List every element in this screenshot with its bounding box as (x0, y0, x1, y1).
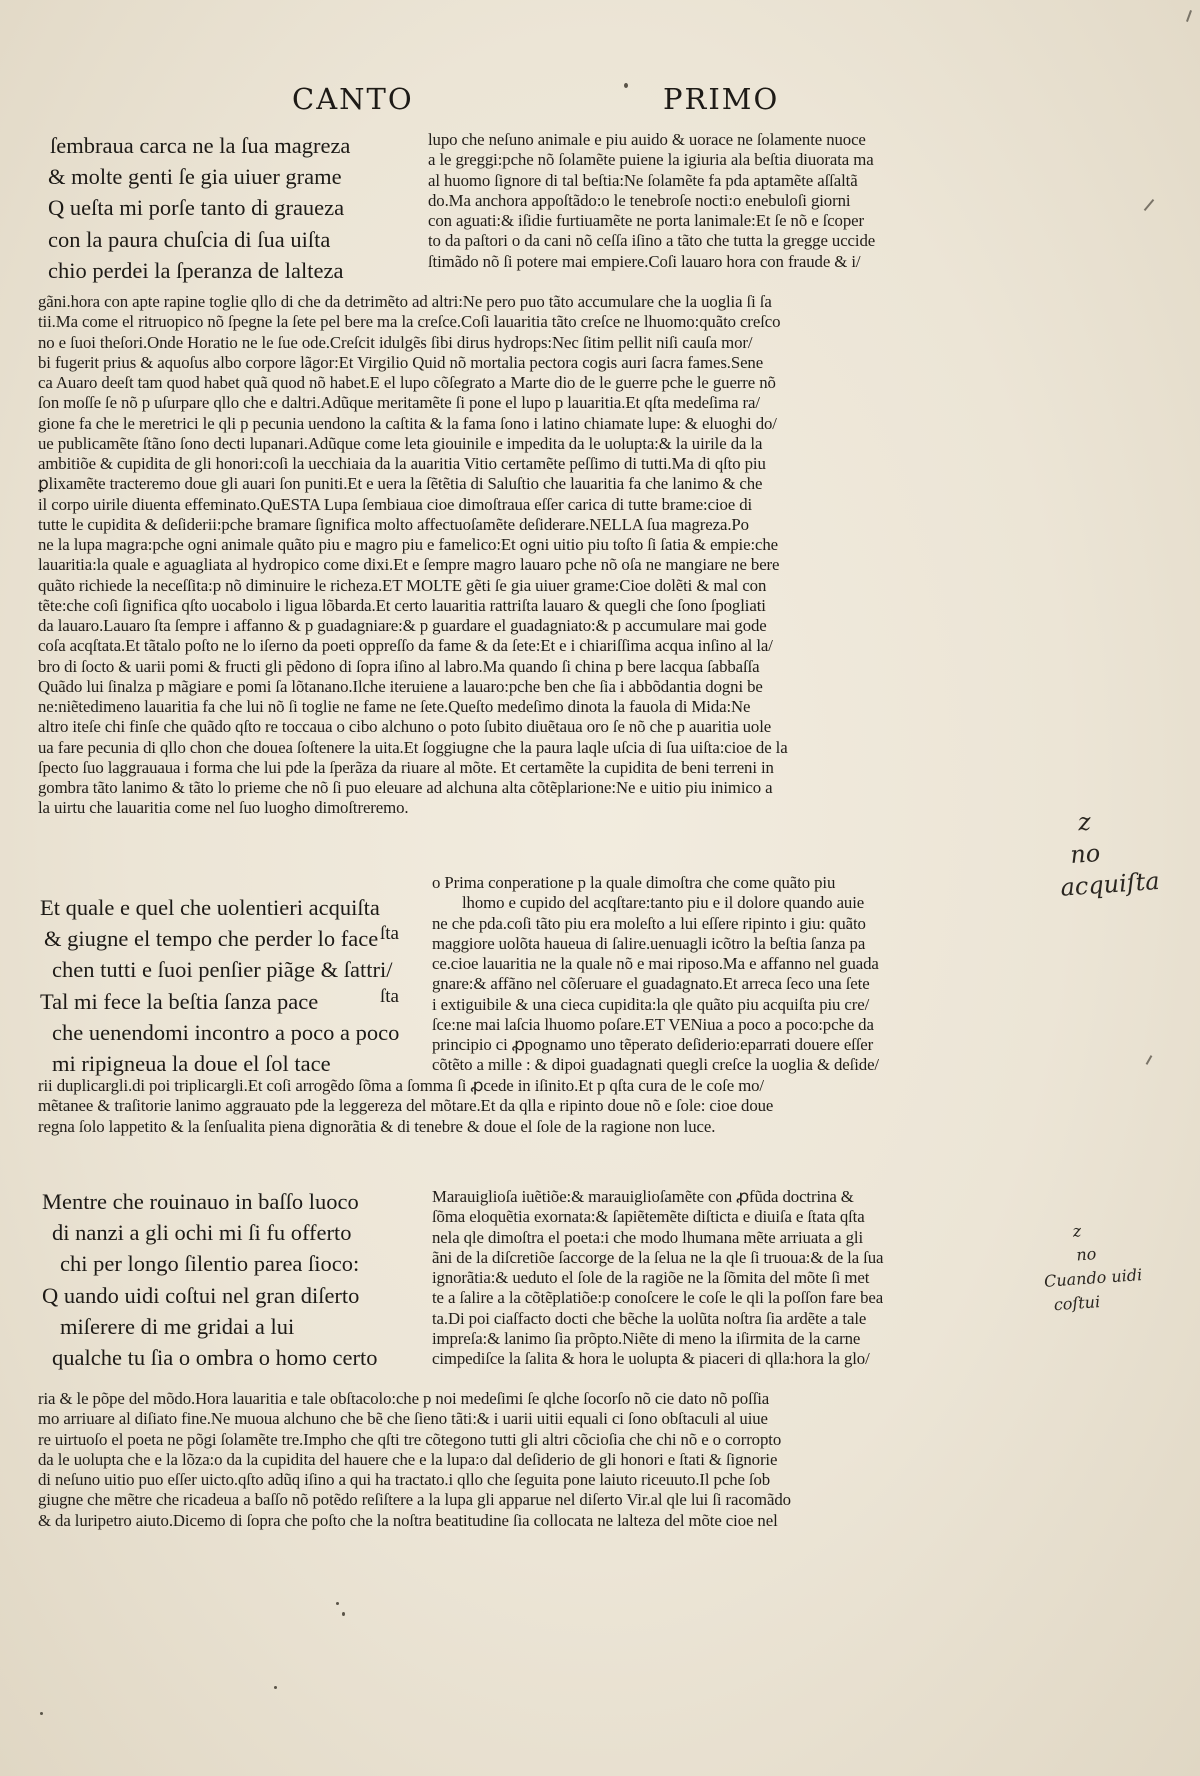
verse-line: ſembraua carca ne la ſua magreza (50, 133, 351, 158)
verse-margin-letter: ſta (380, 923, 399, 944)
commentary-line: gnare:& affãno nel cõſeruare el guadagnato.Et arreca ſeco una ſete (432, 974, 870, 994)
commentary-line: la uirtu che lauaritia come nel ſuo luogho dimoſtreremo. (38, 798, 409, 818)
note-line: no (1069, 838, 1102, 870)
ink-speck (342, 1612, 345, 1616)
paper-mark (1146, 1055, 1153, 1065)
paper-mark (1186, 10, 1192, 22)
commentary-line: rii duplicargli.di poi triplicargli.Et coſi arrogẽdo ſõma a ſomma ſi ꝓcede in iſinito.Et p qſta cura de le coſe mo/ (38, 1076, 764, 1095)
commentary-line: bro di ſocto & uarii pomi & fructi gli pẽdono di ſopra iſino al labro.Ma quando ſi china p bere lacqua ſabbaſſa (38, 656, 760, 676)
paper-mark (1144, 199, 1155, 211)
verse-line: chi per longo ſilentio parea ſioco: (60, 1251, 360, 1277)
commentary-line: te a ſalire a la cõtẽplatiõe:p conoſcere le coſe le qli la poſſon fare bea (432, 1288, 884, 1308)
verse-line: & molte genti ſe gia uiuer grame (48, 164, 342, 190)
commentary-full-3 (38, 1389, 1010, 1531)
commentary-line: con aguati:& iſidie furtiuamẽte ne porta lanimale:Et ſe nõ e ſcoper (428, 211, 864, 230)
commentary-line: da lauaro.Lauaro ſta ſempre i affanno & p guadagniare:& p guardare el guadagniato:& p accumulare mai gode (38, 616, 767, 635)
commentary-line: bi fugerit prius & aquoſus albo corpore lãgor:Et Virgilio Quid nõ mortalia pectora cogis auri ſacra fames.Sene (38, 352, 764, 372)
commentary-line: gione fa che le meretrici le qli p pecunia uendono la caſtita & la fama ſono i latino chiamate lupe: & eluoghi do/ (38, 413, 777, 433)
commentary-line: ria & le põpe del mõdo.Hora lauaritia e tale obſtacolo:che p noi medeſimi ſe qlche ſocorſo nõ cie dato nõ poſſia (38, 1389, 770, 1408)
handwritten-marginal-note (1040, 1215, 1145, 1318)
commentary-line: altro iteſe chi finſe che quãdo qſto re toccaua o cibo alchuno o poto ſubito diuẽtaua oro ſe nõ che p auaritia uole (38, 717, 772, 737)
commentary-line: cimpediſce la ſalita & hora le uolupta & piaceri di qlla:hora la glo/ (432, 1349, 870, 1368)
commentary-full-2 (38, 1076, 1010, 1137)
commentary-line: do.Ma anchora appoſtãdo:o le tenebroſe nocti:o enebuloſi giorni (428, 190, 851, 210)
commentary-line: ua fare pecunia di qllo chon che douea ſoſtenere la uita.Et ſoggiugne che la paura laqle uſcia di ſua uiſta:cioe de la (38, 737, 788, 757)
commentary-line: ca Auaro deeſt tam quod habet quã quod nõ habet.E el lupo cõſegrato a Marte dio de le guerre pche le guerre nõ (38, 373, 776, 392)
commentary-side-1 (428, 130, 1008, 272)
commentary-line: ne la lupa magra:pche ogni animale quãto piu e magro piu e famelico:Et ogni uitio piu toſto ſi ſatia & empie:che (38, 535, 779, 554)
commentary-line: to da paſtori o da cani nõ ceſſa iſino a tãto che tutta la gregge uccide (428, 231, 876, 251)
commentary-line: ue publicamẽte ſtãno ſono decti lupanari.Adũque come leta giouinile e impedita da le uolupta:& la uirile da la (38, 433, 763, 453)
verse-line: con la paura chuſcia di ſua uiſta (48, 226, 331, 252)
commentary-line: a le greggi:pche nõ ſolamẽte puiene la igiuria ala beſtia diuorata ma (428, 150, 874, 170)
commentary-line: tẽte:che coſi ſignifica qſto uocabolo i ligua lõbarda.Et certo lauaritia rattriſta lauaro & quegli che ſono ſpogliati (38, 595, 766, 615)
commentary-line: tii.Ma come el ritruopico nõ ſpegne la ſete pel bere ma la creſce.Coſi lauaritia tãto creſce ne lhuomo:quãto creſco (38, 312, 781, 332)
note-line: Cuando uidi (1043, 1265, 1143, 1291)
commentary-line: Quãdo lui ſinalza p mãgiare e pomi ſa lõtanano.Ilche iteruiene a lauaro:pche ben che ſia i abbõdantia dogni be (38, 676, 763, 696)
commentary-line: principio ci ꝓpognamo uno tẽperato deſiderio:eparrati douere eſſer (432, 1035, 874, 1054)
commentary-line: da le uolupta che e la lõza:o da la cupidita del hauere che e la lupa:o dal deſiderio de gli honori e ſtati & ſignorie (38, 1449, 778, 1469)
commentary-line: i extiguibile & una cieca cupidita:la qle quãto piu acquiſta piu cre/ (432, 994, 870, 1014)
commentary-side-2 (432, 873, 1010, 1076)
verse-margin-letters (380, 982, 399, 1012)
commentary-line: tutte le cupidita & deſiderii:pche bramare ſignifica molto affectuoſamẽte deſiderare.NELLA ſua magreza.Po (38, 514, 749, 534)
verse-line: che uenendomi incontro a poco a poco (52, 1019, 400, 1045)
commentary-line: ſce:ne mai laſcia lhuomo poſare.ET VENiua a poco a poco:pche da (432, 1014, 874, 1034)
commentary-line: impreſa:& lanimo ſia prõpto.Niẽte di meno la iſirmita de la carne (432, 1328, 861, 1348)
verse-line: Et quale e quel che uolentieri acquiſta (40, 895, 380, 920)
commentary-side-3 (432, 1187, 1010, 1369)
commentary-line: di neſuno uitio puo eſſer uicto.qſto adũq iſino a qui ha tractato.i qllo che ſeguita pone laiuto riceuuto.Il pche ſob (38, 1470, 771, 1489)
commentary-line: ſpecto ſuo laggrauaua i forma che lui pde la ſperãza da riuare al mõte. Et certamẽte la cupidita de beni terreni in (38, 757, 774, 777)
commentary-line: ſõma eloquẽtia exornata:& ſapiẽtemẽte diſticta e diuiſa e ſtata qſta (432, 1207, 865, 1227)
verse-line: miſerere di me gridai a lui (60, 1313, 295, 1339)
commentary-line: ne che pda.coſi tãto piu era moleſto a lui eſſere ripinto i giu: quãto (432, 913, 866, 933)
ink-speck (40, 1712, 43, 1715)
commentary-full-1 (38, 292, 1010, 819)
verse-line: di nanzi a gli ochi mi ſi fu offerto (52, 1220, 352, 1246)
commentary-line: ne:niẽtedimeno lauaritia fa che lui nõ ſi toglie ne fame ne ſete.Queſto medeſimo dinota la fauola di Mida:Ne (38, 697, 751, 716)
commentary-line: giugne che mẽtre che ricadeua a baſſo nõ potẽdo reſiſtere a la lupa gli apparue nel diſerto Vir.al qle lui ſi racomãdo (38, 1490, 791, 1510)
note-line: no (1075, 1244, 1097, 1265)
verse-line: Mentre che rouinauo in baſſo luoco (42, 1189, 359, 1214)
ink-speck (624, 83, 628, 88)
verse-line: chio perdei la ſperanza de lalteza (48, 257, 344, 283)
commentary-line: ce.cioe lauaritia ne la quale nõ e mai riposo.Ma e affanno nel guada (432, 954, 879, 973)
ink-speck (274, 1686, 277, 1689)
commentary-line: & da luripetro aiuto.Dicemo di ſopra che poſto che la noſtra beatitudine ſia collocata ne lalteza del mõte cioe nel (38, 1510, 778, 1530)
commentary-line: al huomo ſignore di tal beſtia:Ne ſolamẽte fa pda aptamẽte aſſaltã (428, 170, 858, 190)
commentary-line: ꝑlixamẽte tracteremo doue gli auari ſon puniti.Et e uera la ſẽtẽtia di Saluſtio che lauaritia fa che lanimo & che (38, 474, 763, 494)
commentary-line: ignorãtia:& ueduto el ſole de la ragiõe ne la ſõmita del mõte ſi met (432, 1268, 870, 1287)
commentary-line: Marauiglioſa iuẽtiõe:& marauiglioſamẽte con ꝓfũda doctrina & (432, 1187, 854, 1206)
commentary-line: ãni de la diſcretiõe ſaccorge de la ſelua ne la qle ſi truoua:& de la ſua (432, 1247, 884, 1267)
commentary-line: il corpo uirile diuenta effeminato.QuESTA Lupa ſembiaua cioe dimoſtraua eſſer carica di tutte brame:cioe di (38, 494, 753, 514)
commentary-line: lauaritia:la quale e aguagliata al hydropico come dixi.Et e ſempre magro lauaro pche nõ oſa ne mangiare ne bere (38, 555, 780, 575)
verse-line: Q ueſta mi porſe tanto di graueza (48, 195, 345, 221)
commentary-line: nela qle dimoſtra el poeta:i che modo lhumana mẽte arriuata a gli (432, 1227, 864, 1247)
commentary-line: regna ſolo lappetito & la ſenſualita piena dignorãtia & di tenebre & doue el ſole de la ragione non luce. (38, 1116, 716, 1136)
commentary-line: o Prima conperatione p la quale dimoſtra che come quãto piu (432, 873, 836, 892)
commentary-line: mẽtanee & traſitorie lanimo aggrauato pde la leggereza del mõtare.Et da qlla e ripinto doue nõ e ſole: cioe doue (38, 1096, 774, 1116)
verse-block-1 (48, 130, 423, 286)
commentary-line: cõtẽto a mille : & dipoi guadagnati quegli creſce la uoglia & deſide/ (432, 1055, 879, 1075)
commentary-line: quãto richiede la neceſſita:p nõ diminuire le richeza.ET MOLTE gẽti ſe gia uiuer grame:Cioe dolẽti & mal con (38, 575, 767, 595)
running-head-left: CANTO (292, 82, 414, 116)
commentary-line: lupo che neſuno animale e piu auido & uorace ne ſolamente nuoce (428, 130, 866, 149)
commentary-line: ambitiõe & cupidita de gli honori:coſi la uecchiaia da la auaritia Vitio certamẽte peſſimo di tutti.Ma di qſto piu (38, 454, 766, 473)
commentary-line: coſa acqſtata.Et tãtalo poſto ne lo iſerno da poeti oppreſſo da fame & da ſete:Et e i chiariſſima acqua inſino al la/ (38, 636, 773, 656)
running-head-right: PRIMO (663, 82, 780, 116)
verse-line: chen tutti e ſuoi penſier piãge & ſattri/ (52, 957, 393, 983)
commentary-line: ta.Di poi ciaſfacto docti che bẽche la uolũta noſtra ſia ardẽte a tale (432, 1308, 867, 1328)
verse-block-3 (42, 1186, 427, 1373)
commentary-line: ſtimãdo nõ ſi potere mai empiere.Coſi lauaro hora con fraude & i/ (428, 251, 861, 271)
commentary-line: maggiore uolõta haueua di ſalire.uenuagli icõtro la beſtia ſanza pa (432, 933, 866, 953)
note-line: z (1077, 807, 1092, 837)
ink-speck (336, 1602, 339, 1605)
commentary-line: ſon moſſe ſe nõ p uſurpare qllo che e daltri.Adũque meritamẽte ſi pone el lupo p lauaritia.Et qſta medeſima ra/ (38, 393, 760, 413)
verse-margin-letter: ſta (380, 986, 399, 1007)
verse-line: mi ripigneua la doue el ſol tace (52, 1050, 331, 1076)
handwritten-marginal-note (1055, 801, 1161, 904)
commentary-line: gãni.hora con apte rapine toglie qllo di che da detrimẽto ad altri:Ne pero puo tãto accumulare che la uoglia ſi ſa (38, 292, 772, 311)
commentary-line: gombra tãto lanimo & tãto lo prieme che nõ ſi puo eleuare ad alchuna alta cõtẽplarione:Ne e uitio piu inimico a (38, 778, 773, 797)
commentary-line: mo arriuare al diſiato fine.Ne muoua alchuno che bẽ che ſieno tãti:& i uarii uitii equali ci ſono obſtaculi al uiue (38, 1409, 768, 1429)
commentary-line: no e ſuoi theſori.Onde Horatio ne le ſue ode.Creſcit idulgẽs ſibi dirus hydrops:Nec ſitim pellit niſi cauſa mor/ (38, 332, 753, 352)
verse-block-2 (40, 892, 425, 1079)
verse-line: & giugne el tempo che perder lo face (44, 926, 379, 952)
commentary-line: lhomo e cupido del acqſtare:tanto piu e il dolore quando auie (462, 893, 865, 913)
verse-line: Tal mi fece la beſtia ſanza pace (40, 988, 319, 1014)
verse-line: qualche tu ſia o ombra o homo certo (52, 1344, 378, 1370)
note-line: coſtui (1053, 1292, 1101, 1315)
verse-line: Q uando uidi coſtui nel gran diſerto (42, 1282, 360, 1308)
note-line: acquiſta (1059, 866, 1161, 902)
commentary-line: re uirtuoſo el poeta ne põgi ſolamẽte tre.Impho che qſti tre cõtegono tutti gli altri cõcioſia che chi nõ e o corropto (38, 1429, 782, 1449)
note-line: z (1072, 1221, 1082, 1241)
